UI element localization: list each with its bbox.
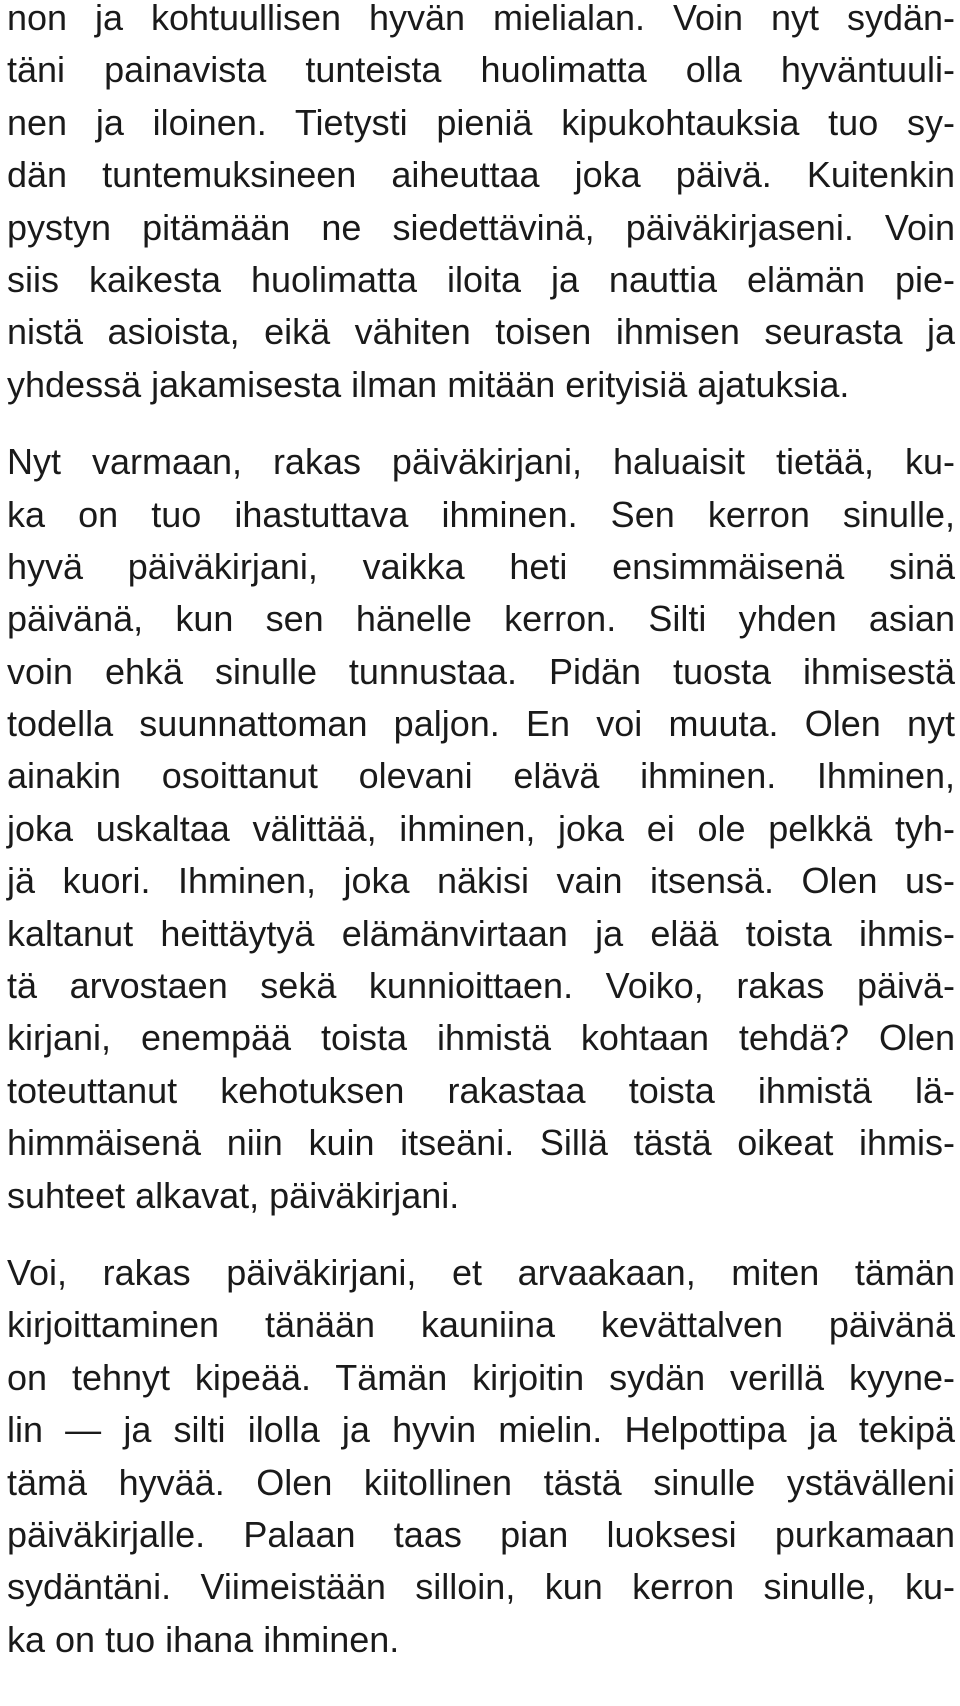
- text-line: hyvä päiväkirjani, vaikka heti ensimmäisenä sinä: [7, 545, 955, 587]
- text-line: ka on tuo ihastuttava ihminen. Sen kerron sinulle,: [7, 493, 955, 535]
- text-line: nen ja iloinen. Tietysti pieniä kipukohtauksia tuo sy-: [7, 101, 955, 143]
- text-line: sydäntäni. Viimeistään silloin, kun kerron sinulle, ku-: [7, 1566, 955, 1608]
- text-line: täni painavista tunteista huolimatta olla hyväntuuli-: [7, 49, 955, 91]
- text-line: suhteet alkavat, päiväkirjani.: [7, 1174, 460, 1216]
- text-line: tä arvostaen sekä kunnioittaen. Voiko, rakas päivä-: [7, 965, 955, 1007]
- document-page: [7, 0, 955, 1666]
- text-line: siis kaikesta huolimatta iloita ja nauttia elämän pie-: [7, 258, 955, 300]
- text-line: ainakin osoittanut olevani elävä ihminen. Ihminen,: [7, 755, 955, 797]
- text-line: nistä asioista, eikä vähiten toisen ihmisen seurasta ja: [7, 311, 955, 353]
- text-line: kirjoittaminen tänään kauniina kevättalven päivänä: [7, 1304, 955, 1346]
- text-line: lin — ja silti ilolla ja hyvin mielin. Helpottipa ja tekipä: [7, 1409, 955, 1451]
- text-line: pystyn pitämään ne siedettävinä, päiväkirjaseni. Voin: [7, 206, 955, 248]
- text-line: ka on tuo ihana ihminen.: [7, 1618, 400, 1660]
- text-line: Voi, rakas päiväkirjani, et arvaakaan, miten tämän: [7, 1251, 955, 1293]
- text-line: kirjani, enempää toista ihmistä kohtaan tehdä? Olen: [7, 1017, 955, 1059]
- text-line: jä kuori. Ihminen, joka näkisi vain itsensä. Olen us-: [7, 860, 955, 902]
- text-line: päivänä, kun sen hänelle kerron. Silti yhden asian: [7, 598, 955, 640]
- text-line: non ja kohtuullisen hyvän mielialan. Voin nyt sydän-: [7, 0, 955, 38]
- text-line: toteuttanut kehotuksen rakastaa toista ihmistä lä-: [7, 1069, 955, 1111]
- text-line: kaltanut heittäytyä elämänvirtaan ja elää toista ihmis-: [7, 912, 955, 954]
- text-line: himmäisenä niin kuin itseäni. Sillä tästä oikeat ihmis-: [7, 1122, 955, 1164]
- text-line: voin ehkä sinulle tunnustaa. Pidän tuosta ihmisestä: [7, 650, 955, 692]
- text-line: tämä hyvää. Olen kiitollinen tästä sinulle ystävälleni: [7, 1461, 955, 1503]
- paragraph-2: [7, 436, 955, 1222]
- paragraph-1: [7, 0, 955, 411]
- text-line: joka uskaltaa välittää, ihminen, joka ei ole pelkkä tyh-: [7, 807, 955, 849]
- paragraph-3: [7, 1247, 955, 1666]
- text-line: yhdessä jakamisesta ilman mitään erityisiä ajatuksia.: [7, 363, 850, 405]
- text-line: Nyt varmaan, rakas päiväkirjani, haluaisit tietää, ku-: [7, 441, 955, 483]
- text-line: on tehnyt kipeää. Tämän kirjoitin sydän verillä kyyne-: [7, 1356, 955, 1398]
- text-line: päiväkirjalle. Palaan taas pian luoksesi purkamaan: [7, 1513, 955, 1555]
- text-line: dän tuntemuksineen aiheuttaa joka päivä. Kuitenkin: [7, 154, 955, 196]
- text-line: todella suunnattoman paljon. En voi muuta. Olen nyt: [7, 703, 955, 745]
